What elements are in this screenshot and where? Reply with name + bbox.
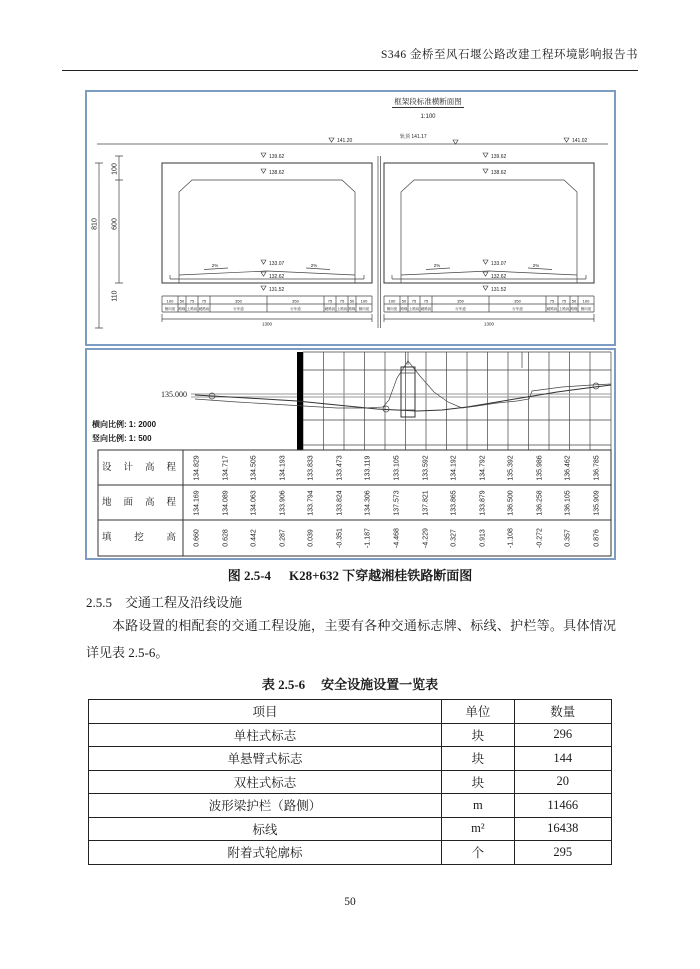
ground-elev: 136.105 bbox=[564, 490, 572, 516]
table-row bbox=[89, 747, 612, 771]
row-label-fill-cut: 填挖高 bbox=[102, 532, 176, 543]
fill-cut: -4.468 bbox=[393, 528, 401, 548]
elev-box-ceiling: 138.62 bbox=[269, 170, 285, 176]
fill-cut: -0.351 bbox=[336, 528, 344, 548]
fill-cut: 0.357 bbox=[564, 529, 572, 547]
item-cell: 附着式轮廓标 bbox=[89, 841, 442, 865]
reference-elevation-label: 135.000 bbox=[161, 390, 187, 399]
ground-elev: 134.306 bbox=[364, 490, 372, 516]
dim-label: 侧向宽 bbox=[164, 306, 176, 311]
quantity-cell: 295 bbox=[514, 841, 611, 865]
header-rule bbox=[62, 70, 638, 71]
ground-elev: 135.909 bbox=[593, 490, 601, 516]
dim-label: 硬路肩 bbox=[324, 306, 336, 311]
fill-cut: -0.272 bbox=[536, 528, 544, 548]
figure-profile bbox=[85, 348, 616, 560]
figure-caption-number: 图 2.5-4 bbox=[227, 568, 272, 583]
design-elev: 133.833 bbox=[307, 455, 315, 481]
fill-cut: 0.039 bbox=[307, 529, 315, 547]
v-dim-600: 600 bbox=[111, 218, 119, 230]
dim-label: 硬路肩 bbox=[198, 306, 210, 311]
dim: 350 bbox=[235, 298, 242, 304]
figure-cross-section bbox=[85, 90, 616, 346]
table-caption-text: 安全设施设置一览表 bbox=[321, 677, 439, 692]
table-caption bbox=[0, 674, 700, 693]
fill-cut: 0.327 bbox=[450, 529, 458, 547]
dim-label: 行车道 bbox=[233, 306, 244, 311]
elev-rail-top: 轨顶 141.17 bbox=[400, 134, 427, 140]
design-elev: 134.829 bbox=[193, 455, 201, 481]
design-elev: 135.986 bbox=[536, 455, 544, 481]
drawing-scale: 1:100 bbox=[420, 114, 436, 120]
dim: 100 bbox=[360, 298, 368, 304]
dim: 350 bbox=[292, 298, 299, 304]
item-cell: 单悬臂式标志 bbox=[89, 747, 442, 771]
elev-left: 141.20 bbox=[337, 138, 353, 144]
figure-caption bbox=[0, 565, 700, 584]
design-elev: 136.785 bbox=[593, 455, 601, 481]
table-caption-number: 表 2.5-6 bbox=[261, 677, 306, 692]
dim: 50 bbox=[349, 298, 355, 304]
v-dim-100: 100 bbox=[111, 163, 119, 175]
dim: 75 bbox=[327, 298, 333, 304]
col-header-unit: 单位 bbox=[442, 700, 514, 724]
ground-elev: 134.063 bbox=[250, 490, 258, 516]
report-header-title: S346 金桥至风石堰公路改建工程环境影响报告书 bbox=[380, 49, 638, 61]
elev-box-bottom: 131.52 bbox=[269, 287, 285, 293]
unit-cell: m bbox=[442, 794, 514, 818]
dim-label: 上路肩 bbox=[186, 306, 198, 311]
dim-label: 路缘 bbox=[178, 306, 186, 311]
design-elev: 134.192 bbox=[450, 455, 458, 481]
quantity-cell: 20 bbox=[514, 770, 611, 794]
center-divider bbox=[378, 156, 381, 328]
v-dim-810: 810 bbox=[91, 218, 99, 230]
table-row bbox=[89, 723, 612, 747]
ground-elev: 133.906 bbox=[279, 490, 287, 516]
safety-facilities-table bbox=[88, 699, 612, 865]
row-label-design-elevation: 设计高程 bbox=[102, 462, 176, 473]
dim: 100 bbox=[166, 298, 174, 304]
vertical-scale-label: 竖向比例: 1: 500 bbox=[92, 434, 152, 443]
fill-cut: 0.442 bbox=[250, 529, 258, 547]
quantity-cell: 11466 bbox=[514, 794, 611, 818]
ground-elev: 134.169 bbox=[193, 490, 201, 516]
dim: 50 bbox=[179, 298, 185, 304]
fill-cut: -4.229 bbox=[422, 528, 430, 548]
vertical-curve-marker bbox=[593, 383, 599, 389]
unit-cell: m² bbox=[442, 817, 514, 841]
elev-box-top: 139.62 bbox=[269, 154, 285, 160]
fill-cut: 0.876 bbox=[593, 529, 601, 547]
ground-elev: 137.821 bbox=[422, 490, 430, 516]
v-dim-110: 110 bbox=[111, 290, 119, 302]
ground-elev: 133.865 bbox=[450, 490, 458, 516]
item-cell: 标线 bbox=[89, 817, 442, 841]
fill-cut: 0.660 bbox=[193, 529, 201, 547]
design-elev: 134.193 bbox=[279, 455, 287, 481]
table-row bbox=[89, 794, 612, 818]
dim-label: 侧向宽 bbox=[358, 306, 370, 311]
slope-right: 2% bbox=[310, 263, 318, 268]
design-elev: 134.505 bbox=[250, 455, 258, 481]
ground-elev: 137.573 bbox=[393, 490, 401, 516]
unit-cell: 个 bbox=[442, 841, 514, 865]
figure-caption-text: K28+632 下穿越湘桂铁路断面图 bbox=[289, 568, 473, 583]
item-cell: 单柱式标志 bbox=[89, 723, 442, 747]
dim-label: 路缘 bbox=[348, 306, 356, 311]
elev-floor-edge: 132.62 bbox=[269, 274, 285, 280]
ground-elev: 136.258 bbox=[536, 490, 544, 516]
table-row bbox=[89, 770, 612, 794]
ground-elev: 133.794 bbox=[307, 490, 315, 516]
unit-cell: 块 bbox=[442, 723, 514, 747]
page-number: 50 bbox=[344, 896, 356, 908]
design-elev: 133.105 bbox=[393, 455, 401, 481]
dim-label: 行车道 bbox=[290, 306, 301, 311]
design-elev: 135.392 bbox=[507, 455, 515, 481]
total-width: 1300 bbox=[261, 321, 273, 327]
body-paragraph: 本路设置的相配套的交通工程设施，主要有各种交通标志牌、标线、护栏等。具体情况详见表 2.5-6。 bbox=[86, 618, 616, 660]
slope-left: 2% bbox=[211, 263, 219, 268]
design-elev: 133.592 bbox=[422, 455, 430, 481]
ground-elev: 133.824 bbox=[336, 490, 344, 516]
section-heading bbox=[86, 592, 242, 611]
design-elev: 134.792 bbox=[479, 455, 487, 481]
drawing-title: 框架段标准横断面图 bbox=[394, 97, 462, 106]
dim-label: 上路肩 bbox=[336, 306, 348, 311]
design-elev: 136.462 bbox=[564, 455, 572, 481]
elev-right: 141.02 bbox=[572, 138, 588, 144]
table-row bbox=[89, 841, 612, 865]
quantity-cell: 144 bbox=[514, 747, 611, 771]
design-elev: 133.473 bbox=[336, 455, 344, 481]
quantity-cell: 16438 bbox=[514, 817, 611, 841]
dim: 75 bbox=[201, 298, 207, 304]
fill-cut: 0.913 bbox=[479, 529, 487, 547]
ground-elev: 133.879 bbox=[479, 490, 487, 516]
culvert-box bbox=[162, 153, 372, 327]
elev-floor-center: 133.07 bbox=[269, 261, 285, 267]
section-title: 交通工程及沿线设施 bbox=[125, 595, 243, 610]
quantity-cell: 296 bbox=[514, 723, 611, 747]
horizontal-scale-label: 横向比例: 1: 2000 bbox=[92, 420, 157, 429]
ground-elev: 134.089 bbox=[222, 490, 230, 516]
unit-cell: 块 bbox=[442, 747, 514, 771]
fill-cut: -1.187 bbox=[364, 528, 372, 548]
fill-cut: 0.628 bbox=[222, 529, 230, 547]
ground-line bbox=[195, 361, 611, 408]
design-elev: 134.717 bbox=[222, 455, 230, 481]
fill-cut: -1.108 bbox=[507, 528, 515, 548]
culvert-box-right bbox=[384, 153, 594, 327]
item-cell: 双柱式标志 bbox=[89, 770, 442, 794]
item-cell: 波形梁护栏（路侧） bbox=[89, 794, 442, 818]
table-row bbox=[89, 817, 612, 841]
dim: 75 bbox=[339, 298, 345, 304]
table-header-row bbox=[89, 700, 612, 724]
row-label-ground-elevation: 地面高程 bbox=[102, 497, 176, 508]
section-number: 2.5.5 bbox=[86, 595, 112, 610]
col-header-item: 项目 bbox=[89, 700, 442, 724]
fill-cut: 0.287 bbox=[279, 529, 287, 547]
cross-section-drawing bbox=[87, 92, 614, 344]
ground-elev: 136.500 bbox=[507, 490, 515, 516]
unit-cell: 块 bbox=[442, 770, 514, 794]
dim: 75 bbox=[189, 298, 195, 304]
design-elev: 133.119 bbox=[364, 455, 372, 481]
col-header-quantity: 数量 bbox=[514, 700, 611, 724]
